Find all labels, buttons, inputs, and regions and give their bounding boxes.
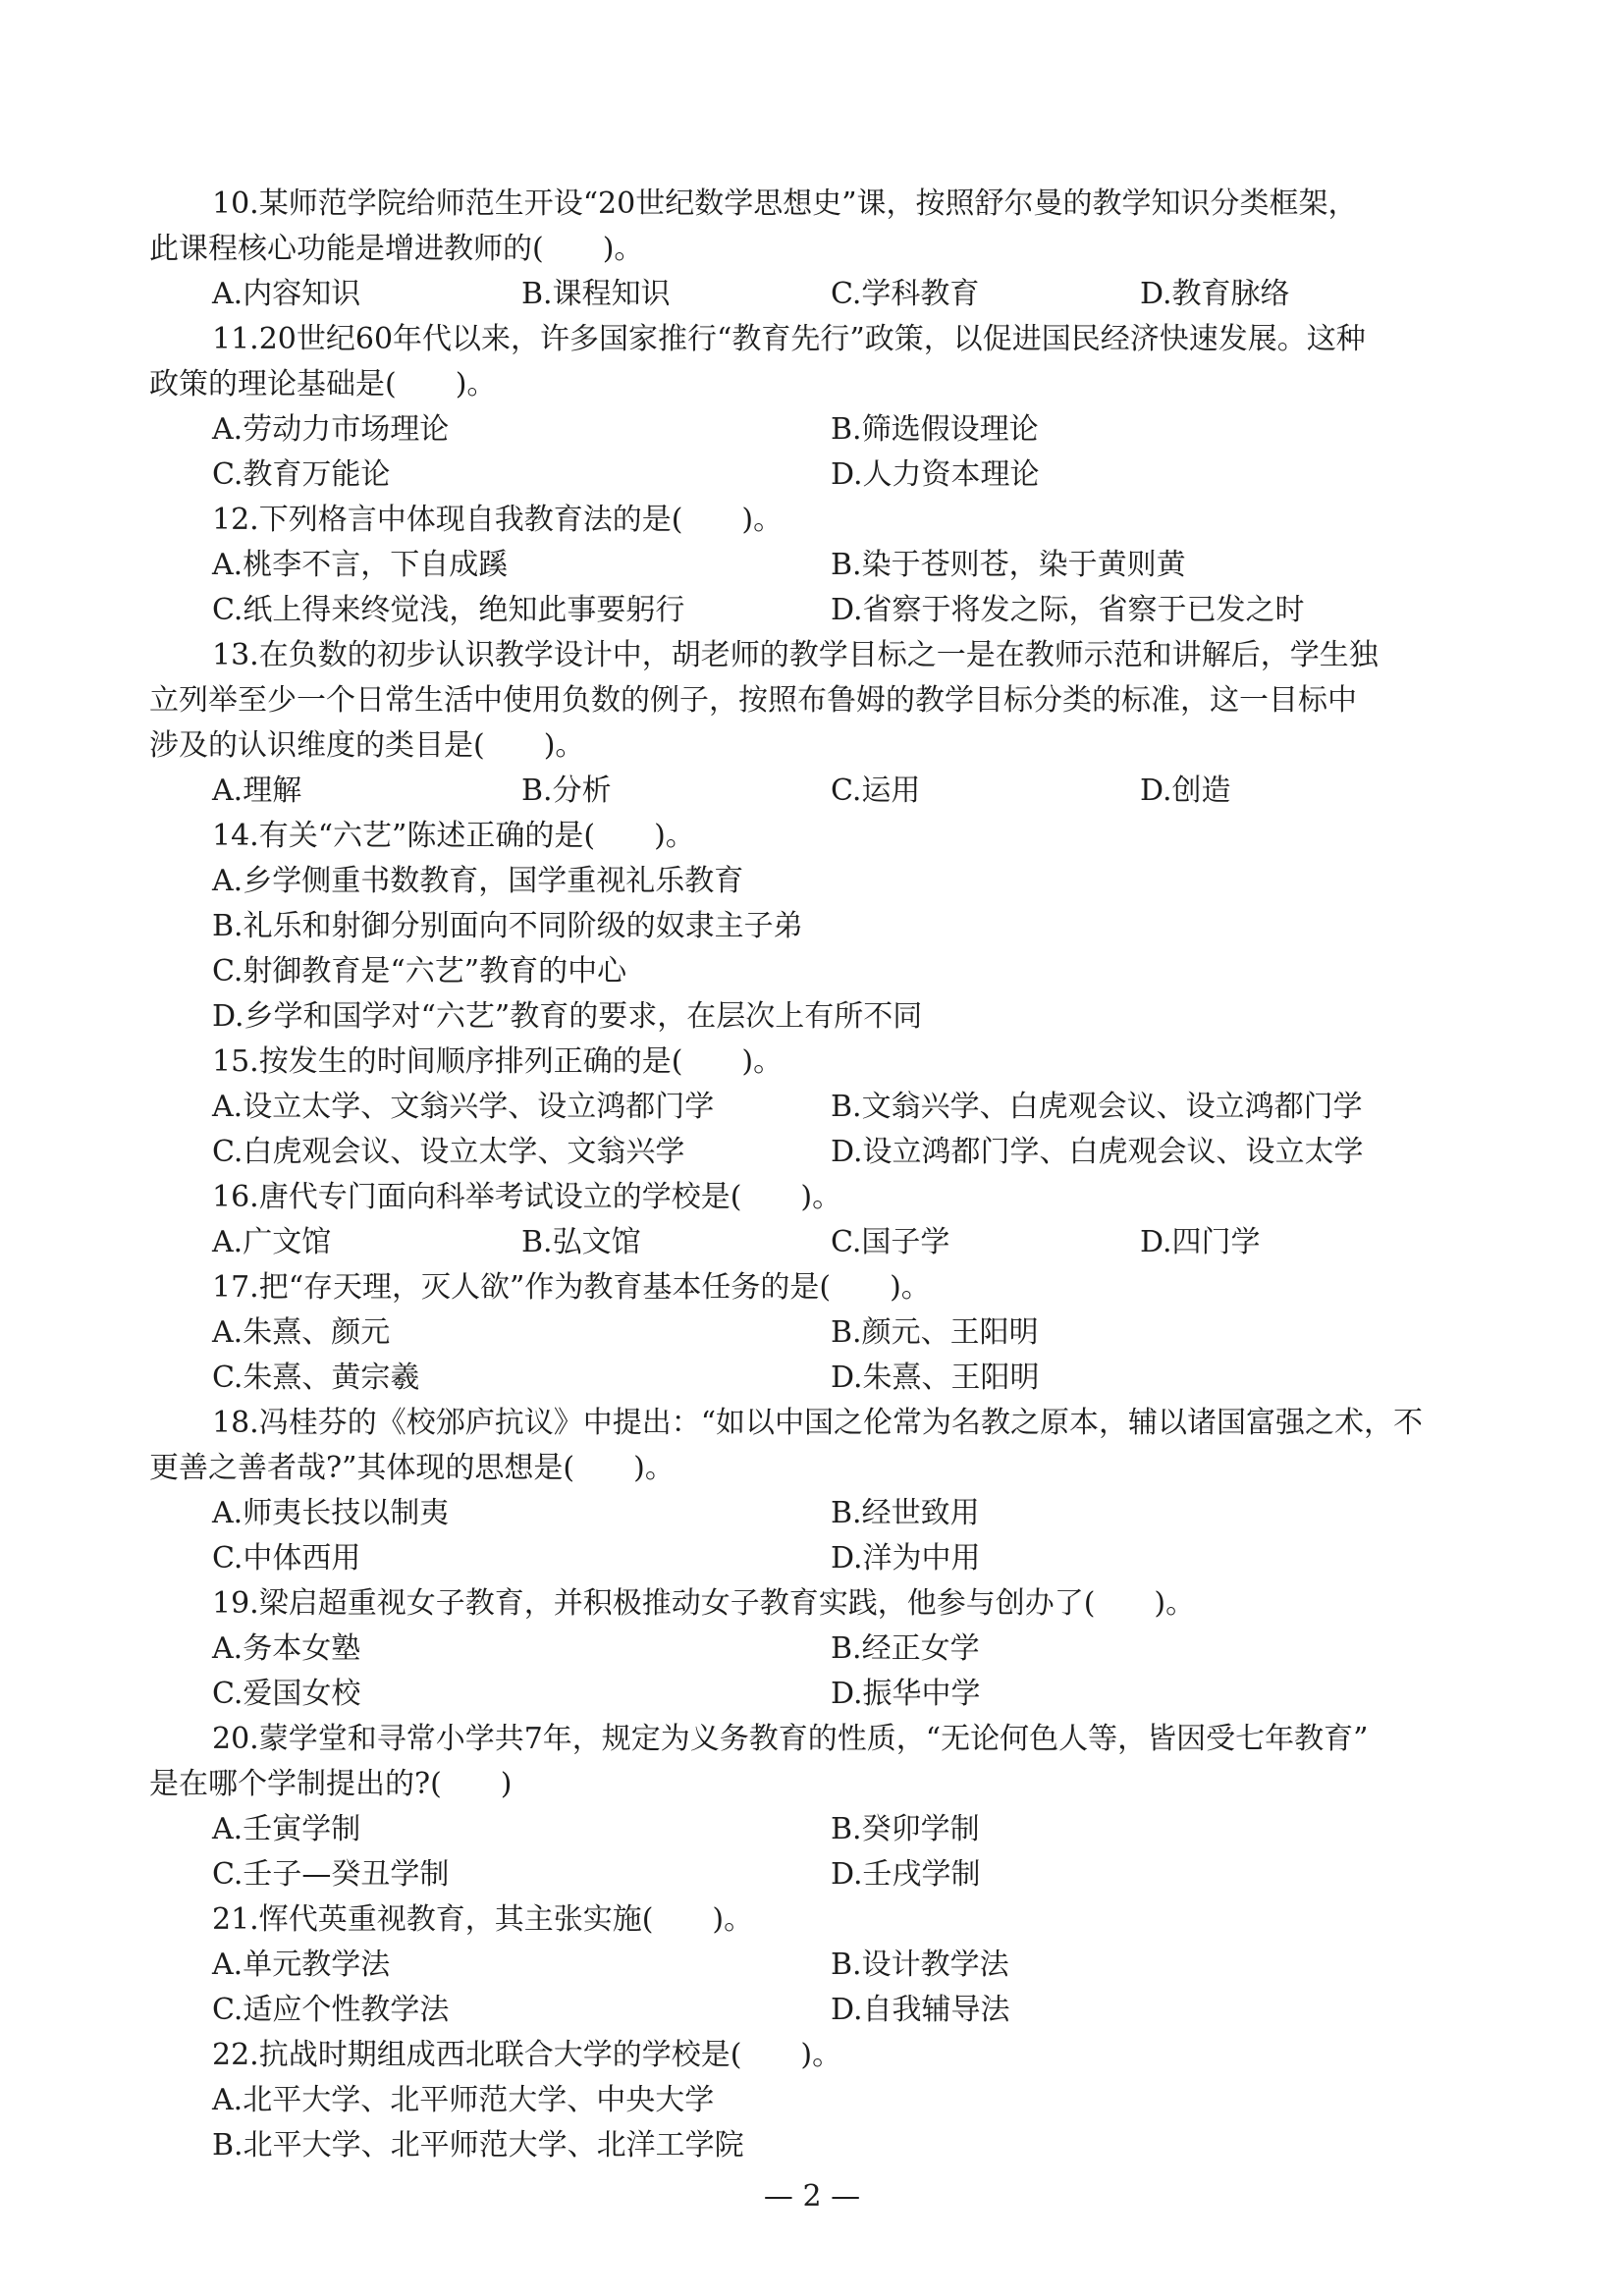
question-stem: 12.下列格言中体现自我教育法的是( )。 [212,503,784,537]
question-stem: 17.把“存天理，灭人欲”作为教育基本任务的是( )。 [212,1270,931,1305]
question-stem-continued: 立列举至少一个日常生活中使用负数的例子，按照布鲁姆的教学目标分类的标准，这一目标中 [149,683,1357,718]
answer-option: B.筛选假设理论 [831,412,1039,447]
question-block [149,182,1465,317]
answer-option: D.振华中学 [831,1677,981,1711]
question-stem: 22.抗战时期组成西北联合大学的学校是( )。 [212,2038,842,2072]
answer-option: A.朱熹、颜元 [212,1315,391,1350]
answer-option: B.染于苍则苍，染于黄则黄 [831,548,1186,582]
answer-option: A.北平大学、北平师范大学、中央大学 [212,2083,715,2117]
options-row [149,407,1465,453]
question-block [149,1265,1465,1401]
question-block [149,1717,1465,1897]
answer-option: A.理解 [212,774,302,808]
answer-option: D.设立鸿都门学、白虎观会议、设立太学 [831,1135,1364,1169]
question-block [149,2033,1465,2168]
answer-option: C.运用 [831,774,921,808]
question-stem-continued: 此课程核心功能是增进教师的( )。 [149,232,644,266]
answer-option: B.颜元、王阳明 [831,1315,1039,1350]
answer-option: D.乡学和国学对“六艺”教育的要求，在层次上有所不同 [212,999,923,1034]
question-block [149,317,1465,498]
answer-option: D.壬戌学制 [831,1857,981,1892]
answer-option: C.壬子—癸丑学制 [212,1857,450,1892]
options-row [149,1085,1465,1130]
question-block [149,1401,1465,1581]
options-row [149,1536,1465,1581]
options-row [149,453,1465,498]
options-row [149,1220,1465,1265]
question-stem: 16.唐代专门面向科举考试设立的学校是( )。 [212,1180,842,1214]
answer-option: C.适应个性教学法 [212,1993,450,2027]
question-stem-continued: 更善之善者哉?”其体现的思想是( )。 [149,1451,675,1485]
answer-option: C.国子学 [831,1225,950,1259]
answer-option: A.广文馆 [212,1225,332,1259]
answer-option: C.学科教育 [831,277,980,311]
question-stem: 10.某师范学院给师范生开设“20世纪数学思想史”课，按照舒尔曼的教学知识分类框架， [212,187,1358,221]
answer-option: B.经世致用 [831,1496,980,1530]
options-row [149,1627,1465,1672]
question-stem: 20.蒙学堂和寻常小学共7年，规定为义务教育的性质，“无论何色人等，皆因受七年教育” [212,1722,1369,1756]
page-number: — 2 — [763,2179,861,2214]
answer-option: B.设计教学法 [831,1948,1009,1982]
question-block [149,633,1465,814]
answer-option: C.射御教育是“六艺”教育的中心 [212,954,627,988]
answer-option: D.创造 [1140,774,1231,808]
answer-option: A.壬寅学制 [212,1812,361,1846]
options-row [149,1988,1465,2033]
answer-option: B.经正女学 [831,1631,980,1666]
answer-option: A.单元教学法 [212,1948,391,1982]
answer-option: B.分析 [521,774,612,808]
answer-option: A.设立太学、文翁兴学、设立鸿都门学 [212,1090,715,1124]
options-row [149,1310,1465,1356]
options-row [149,1491,1465,1536]
question-block [149,1175,1465,1265]
question-list [149,182,1465,2168]
question-stem: 19.梁启超重视女子教育，并积极推动女子教育实践，他参与创办了( )。 [212,1586,1196,1621]
question-stem: 21.恽代英重视教育，其主张实施( )。 [212,1902,754,1937]
answer-option: B.北平大学、北平师范大学、北洋工学院 [212,2128,744,2163]
answer-option: D.四门学 [1140,1225,1261,1259]
question-stem-continued: 涉及的认识维度的类目是( )。 [149,728,585,763]
answer-option: B.弘文馆 [521,1225,641,1259]
question-stem: 11.20世纪60年代以来，许多国家推行“教育先行”政策，以促进国民经济快速发展。这种 [212,322,1366,356]
answer-option: A.桃李不言，下自成蹊 [212,548,509,582]
answer-option: B.课程知识 [521,277,671,311]
question-block [149,1040,1465,1175]
answer-option: C.中体西用 [212,1541,361,1575]
options-row [149,1130,1465,1175]
options-row [149,1852,1465,1897]
answer-option: D.人力资本理论 [831,457,1040,492]
question-block [149,814,1465,1040]
question-stem: 14.有关“六艺”陈述正确的是( )。 [212,819,695,853]
question-stem: 13.在负数的初步认识教学设计中，胡老师的教学目标之一是在教师示范和讲解后，学生独 [212,638,1379,672]
answer-option: B.礼乐和射御分别面向不同阶级的奴隶主子弟 [212,909,803,943]
options-row [149,588,1465,633]
answer-option: C.白虎观会议、设立太学、文翁兴学 [212,1135,685,1169]
answer-option: B.文翁兴学、白虎观会议、设立鸿都门学 [831,1090,1363,1124]
question-stem-continued: 是在哪个学制提出的?( ) [149,1767,513,1801]
question-stem: 15.按发生的时间顺序排列正确的是( )。 [212,1044,784,1079]
options-row [149,769,1465,814]
answer-option: A.乡学侧重书数教育，国学重视礼乐教育 [212,864,744,898]
options-row [149,1943,1465,1988]
answer-option: C.教育万能论 [212,457,391,492]
answer-option: C.爱国女校 [212,1677,361,1711]
question-stem: 18.冯桂芬的《校邠庐抗议》中提出：“如以中国之伦常为名教之原本，辅以诸国富强之术，不 [212,1406,1424,1440]
options-row [149,543,1465,588]
options-row [149,1356,1465,1401]
question-block [149,1897,1465,2033]
answer-option: A.师夷长技以制夷 [212,1496,450,1530]
question-stem-continued: 政策的理论基础是( )。 [149,367,497,401]
options-row [149,1672,1465,1717]
answer-option: D.省察于将发之际，省察于已发之时 [831,593,1305,627]
answer-option: A.务本女塾 [212,1631,361,1666]
options-row [149,272,1465,317]
options-row [149,1807,1465,1852]
question-block [149,498,1465,633]
answer-option: D.教育脉络 [1140,277,1290,311]
answer-option: B.癸卯学制 [831,1812,980,1846]
answer-option: D.自我辅导法 [831,1993,1010,2027]
question-block [149,1581,1465,1717]
answer-option: C.纸上得来终觉浅，绝知此事要躬行 [212,593,685,627]
answer-option: D.洋为中用 [831,1541,981,1575]
answer-option: A.内容知识 [212,277,361,311]
answer-option: A.劳动力市场理论 [212,412,450,447]
answer-option: D.朱熹、王阳明 [831,1361,1040,1395]
answer-option: C.朱熹、黄宗羲 [212,1361,420,1395]
